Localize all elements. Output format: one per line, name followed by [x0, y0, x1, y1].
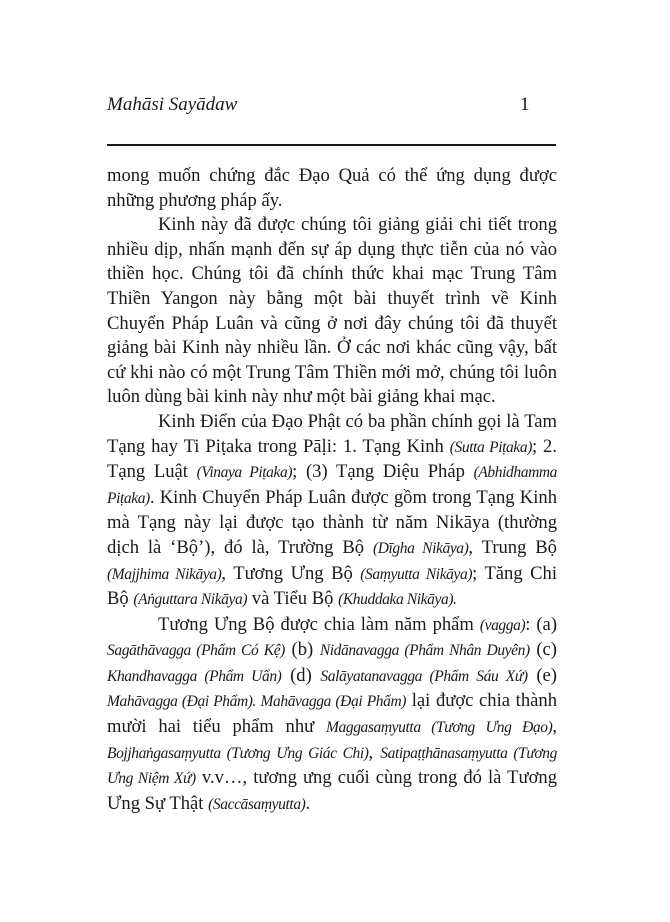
- text-run: lại được chia thành mười hai tiểu phẩm như: [107, 690, 557, 738]
- body-text: [107, 164, 557, 817]
- header-rule: [107, 144, 556, 146]
- text-run: : (a): [525, 613, 558, 635]
- italic-term: (Abhidhamma Piṭaka): [107, 464, 558, 507]
- text-run: ; Tăng Chi Bộ: [107, 562, 558, 610]
- italic-term: Bojjhaṅgasaṃyutta (Tương Ưng Giác Chi): [107, 744, 369, 762]
- text-run: Kinh này đã được chúng tôi giảng giải chi tiết trong nhiều dịp, nhấn mạnh đến sự áp dụng thực tiễn của nó vào thiền học. Chúng tôi đã chính thức khai mạc Trung Tâm Thiền Yangon này bằng một bài thuyết trình về Kinh Chuyển Pháp Luân và cũng ở nơi đây chúng tôi đã thuyết giảng bài Kinh này nhiều lần. Ở các nơi khác cũng vậy, bất cứ khi nào có một Trung Tâm Thiền mới mở, chúng tôi luôn luôn dùng bài kinh này như một bài giảng khai mạc.: [107, 214, 557, 408]
- italic-term: (Aṅguttara Nikāya): [133, 591, 248, 609]
- running-header: [107, 94, 557, 120]
- text-run: ; (3) Tạng Diệu Pháp: [292, 461, 474, 483]
- italic-term: Khandhavagga (Phẩm Uẩn): [107, 667, 282, 685]
- page-number: 1: [520, 94, 530, 115]
- text-run: Kinh Điển của Đạo Phật có ba phần chính gọi là Tam Tạng hay Ti Piṭaka trong Pāḷi: 1. Tạng Kinh: [107, 410, 557, 457]
- italic-term: Mahāvagga (Đại Phẩm). Mahāvagga (Đại Phẩm): [107, 693, 407, 711]
- paragraph-3: [107, 410, 557, 613]
- text-run: , Trung Bộ: [468, 536, 557, 558]
- paragraph-2: [107, 213, 557, 410]
- text-run: và Tiểu Bộ: [247, 588, 339, 610]
- italic-term: (Sutta Piṭaka): [449, 438, 532, 456]
- italic-term: (Majjhima Nikāya): [107, 565, 222, 583]
- text-run: . Kinh Chuyển Pháp Luân được gồm trong Tạng Kinh mà Tạng này lại được tạo thành từ năm Nikāya (thường dịch là ‘Bộ’), đó là, Trường Bộ: [107, 486, 557, 558]
- italic-term: Salāyatanavagga (Phẩm Sáu Xứ): [320, 667, 528, 685]
- text-run: (c): [529, 639, 557, 661]
- paragraph-1: [107, 164, 557, 213]
- text-run: ,: [368, 741, 381, 763]
- italic-term: (Vinaya Piṭaka): [196, 464, 293, 482]
- text-run: v.v…, tương ưng cuối cùng trong đó là Tương Ưng Sự Thật: [107, 767, 558, 814]
- italic-term: (Saṃyutta Nikāya): [360, 565, 473, 583]
- paragraph-4: [107, 613, 557, 818]
- italic-term: Satipaṭṭhānasaṃyutta (Tương Ưng Niệm Xứ): [107, 744, 558, 788]
- text-run: Tương Ưng Bộ được chia làm năm phẩm: [158, 613, 480, 635]
- header-author: Mahāsi Sayādaw: [107, 94, 238, 115]
- italic-term: (Saccāsaṃyutta): [208, 795, 306, 813]
- italic-term: Sagāthāvagga (Phẩm Có Kệ): [107, 642, 285, 660]
- italic-term: (Dīgha Nikāya): [372, 539, 469, 557]
- text-run: , Tương Ưng Bộ: [221, 562, 361, 584]
- italic-term: Maggasaṃyutta (Tương Ưng Đạo): [326, 719, 553, 737]
- italic-term: (vagga): [479, 616, 526, 634]
- text-run: (e): [527, 664, 557, 686]
- text-run: ,: [552, 716, 557, 738]
- italic-term: (Khuddaka Nikāya).: [338, 591, 457, 609]
- text-run: .: [305, 792, 311, 814]
- text-run: (b): [284, 639, 320, 661]
- italic-term: Nidānavagga (Phẩm Nhân Duyên): [319, 642, 530, 660]
- text-run: ; 2. Tạng Luật: [107, 435, 557, 483]
- text-run: (d): [281, 664, 321, 686]
- text-run: mong muốn chứng đắc Đạo Quả có thể ứng dụng được những phương pháp ấy.: [107, 165, 557, 211]
